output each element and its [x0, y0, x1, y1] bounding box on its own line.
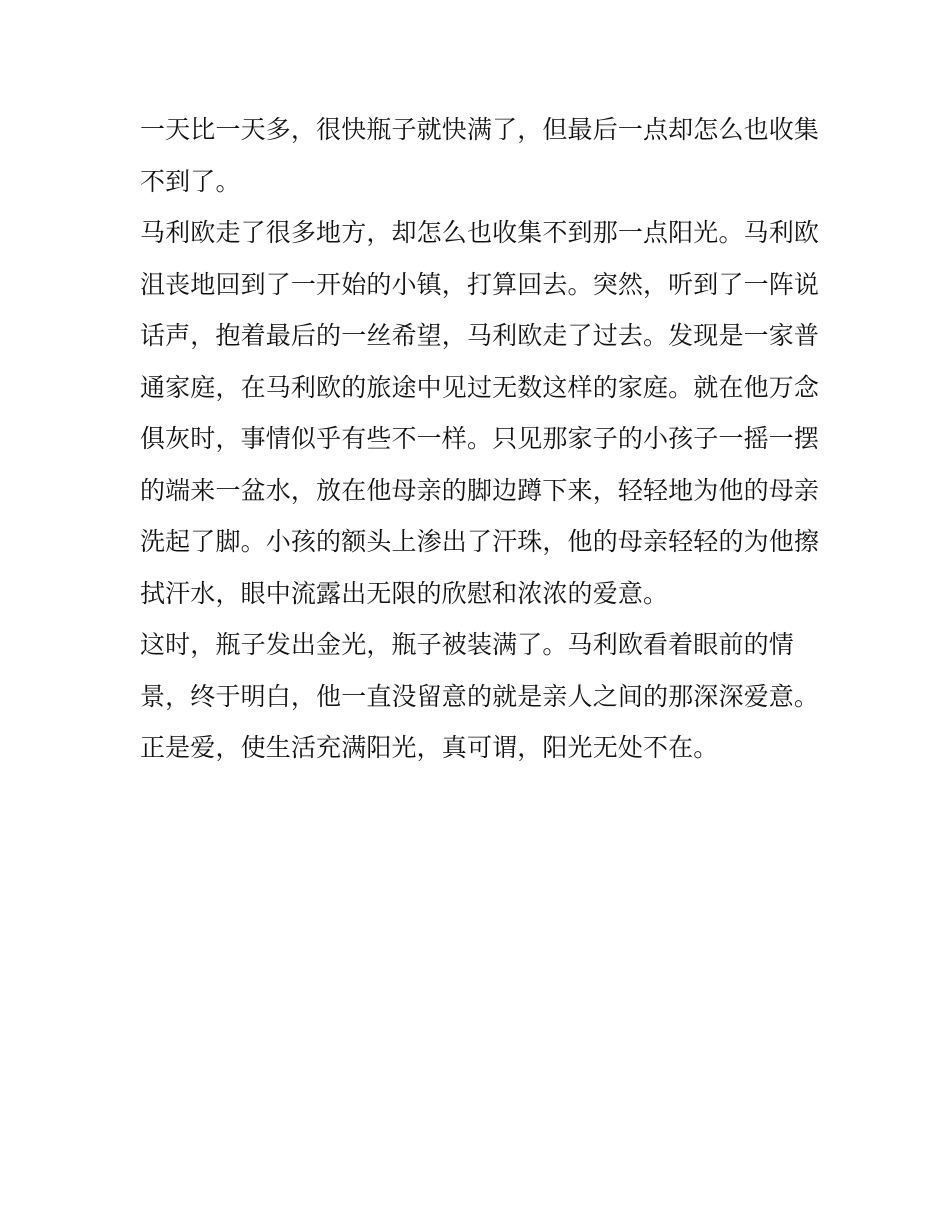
text-line: 通家庭，在马利欧的旅途中见过无数这样的家庭。就在他万念 [140, 372, 820, 402]
text-line: 正是爱，使生活充满阳光，真可谓，阳光无处不在。 [140, 733, 719, 762]
text-line: 拭汗水，眼中流露出无限的欣慰和浓浓的爱意。 [140, 578, 669, 608]
text-line: 马利欧走了很多地方，却怎么也收集不到那一点阳光。马利欧 [140, 218, 820, 247]
text-line: 沮丧地回到了一开始的小镇，打算回去。突然，听到了一阵说 [140, 269, 820, 299]
text-line: 话声，抱着最后的一丝希望，马利欧走了过去。发现是一家普 [140, 321, 820, 350]
text-line: 不到了。 [140, 166, 241, 196]
text-line: 洗起了脚。小孩的额头上渗出了汗珠，他的母亲轻轻的为他擦 [140, 527, 820, 556]
text-line: 景，终于明白，他一直没留意的就是亲人之间的那深深爱意。 [140, 681, 820, 711]
document-body-text [140, 104, 820, 774]
text-line: 的端来一盆水，放在他母亲的脚边蹲下来，轻轻地为他的母亲 [140, 475, 820, 505]
text-line: 俱灰时，事情似乎有些不一样。只见那家子的小孩子一摇一摆 [140, 424, 820, 453]
text-line: 一天比一天多，很快瓶子就快满了，但最后一点却怎么也收集 [140, 115, 820, 144]
text-line: 这时，瓶子发出金光，瓶子被装满了。马利欧看着眼前的情 [140, 630, 794, 659]
